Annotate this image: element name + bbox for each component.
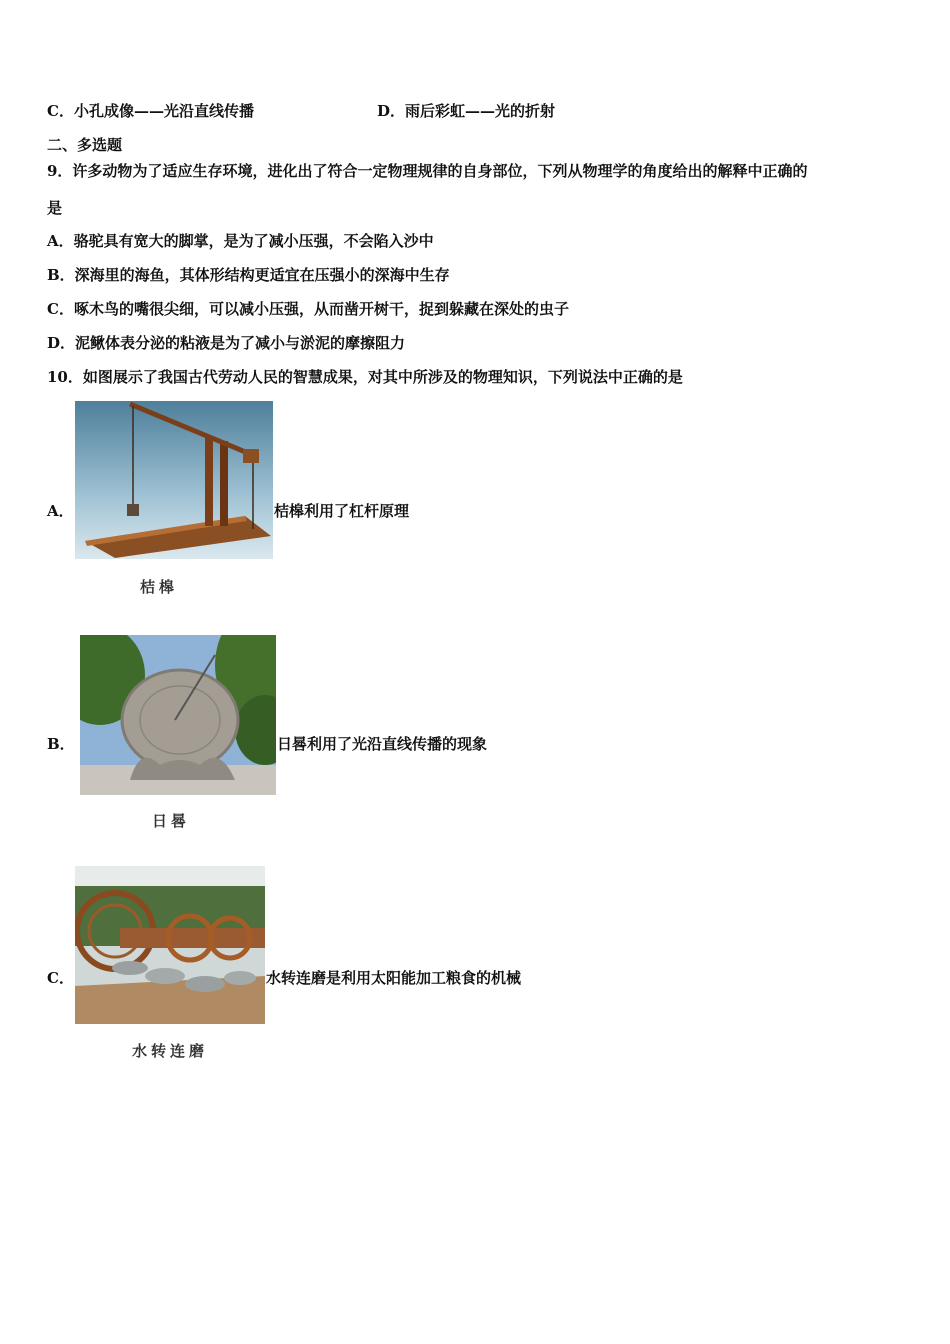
q9-option-a: A．骆驼具有宽大的脚掌，是为了减小压强，不会陷入沙中 — [47, 232, 434, 250]
q10-option-b-text: 日晷利用了光沿直线传播的现象 — [277, 735, 488, 753]
option-d-prev: D．雨后彩虹——光的折射 — [377, 102, 556, 120]
sundial-image — [80, 635, 276, 795]
q10-option-a-text: 桔槔利用了杠杆原理 — [274, 502, 410, 520]
option-c-prev: C．小孔成像——光沿直线传播 — [47, 102, 254, 120]
q9-stem-line1: 9．许多动物为了适应生存环境，进化出了符合一定物理规律的自身部位，下列从物理学的角度给出的解释中正确的 — [47, 162, 808, 180]
q10-option-b-letter: B． — [47, 735, 75, 753]
watermill-caption: 水转连磨 — [132, 1042, 209, 1060]
q9-option-d: D．泥鳅体表分泌的粘液是为了减小与淤泥的摩擦阻力 — [47, 334, 406, 352]
shadoof-caption: 桔槔 — [140, 578, 179, 596]
shadoof-image — [75, 401, 273, 559]
watermill-image — [75, 866, 265, 1024]
q10-option-a-letter: A． — [47, 502, 74, 520]
q10-option-c-text: 水转连磨是利用太阳能加工粮食的机械 — [266, 969, 522, 987]
q9-option-b: B．深海里的海鱼，其体形结构更适宜在压强小的深海中生存 — [47, 266, 450, 284]
q10-option-c-letter: C． — [47, 969, 74, 987]
q9-stem-line2: 是 — [47, 199, 63, 217]
section-title: 二、多选题 — [47, 136, 123, 154]
sundial-caption: 日晷 — [152, 812, 191, 830]
q9-option-c: C．啄木鸟的嘴很尖细，可以减小压强，从而凿开树干，捉到躲藏在深处的虫子 — [47, 300, 569, 318]
q10-stem: 10．如图展示了我国古代劳动人民的智慧成果，对其中所涉及的物理知识，下列说法中正确的是 — [47, 368, 683, 386]
